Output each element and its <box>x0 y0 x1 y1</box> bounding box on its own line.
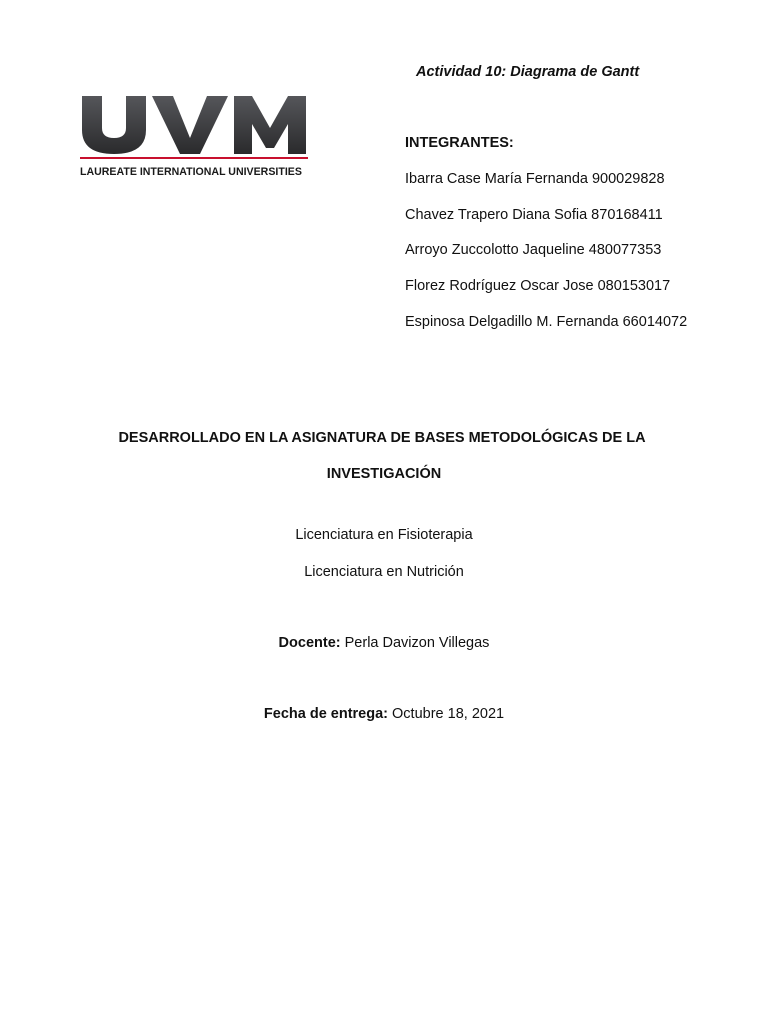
delivery-label: Fecha de entrega: <box>263 706 388 722</box>
program-fisioterapia: Licenciatura en Fisioterapia <box>295 527 473 543</box>
subject-heading <box>0 420 768 492</box>
logo-tagline: LAUREATE INTERNATIONAL UNIVERSITIES <box>80 166 302 178</box>
member-item: Ibarra Case María Fernanda 900029828 <box>405 171 665 187</box>
subject-line-2: INVESTIGACIÓN <box>326 466 442 482</box>
members-heading: INTEGRANTES: <box>405 135 514 151</box>
delivery-date-line <box>0 706 768 722</box>
member-item: Florez Rodríguez Oscar Jose 080153017 <box>405 278 671 295</box>
program-nutricion: Licenciatura en Nutrición <box>304 564 464 580</box>
uvm-logo <box>80 92 310 182</box>
delivery-date: Octubre 18, 2021 <box>392 706 505 722</box>
teacher-label: Docente: <box>278 635 341 651</box>
members-list <box>405 171 687 349</box>
uvm-wordmark <box>82 96 306 154</box>
activity-title: Actividad 10: Diagrama de Gantt <box>416 64 640 80</box>
member-item: Arroyo Zuccolotto Jaqueline 480077353 <box>405 242 662 259</box>
member-item: Espinosa Delgadillo M. Fernanda 66014072 <box>405 313 688 330</box>
teacher-name: Perla Davizon Villegas <box>344 635 490 651</box>
teacher-line <box>0 635 768 651</box>
logo-red-rule <box>80 157 308 159</box>
member-item: Chavez Trapero Diana Sofia 870168411 <box>405 206 663 223</box>
subject-line-1: DESARROLLADO EN LA ASIGNATURA DE BASES METODOLÓGICAS DE LA <box>118 430 646 446</box>
